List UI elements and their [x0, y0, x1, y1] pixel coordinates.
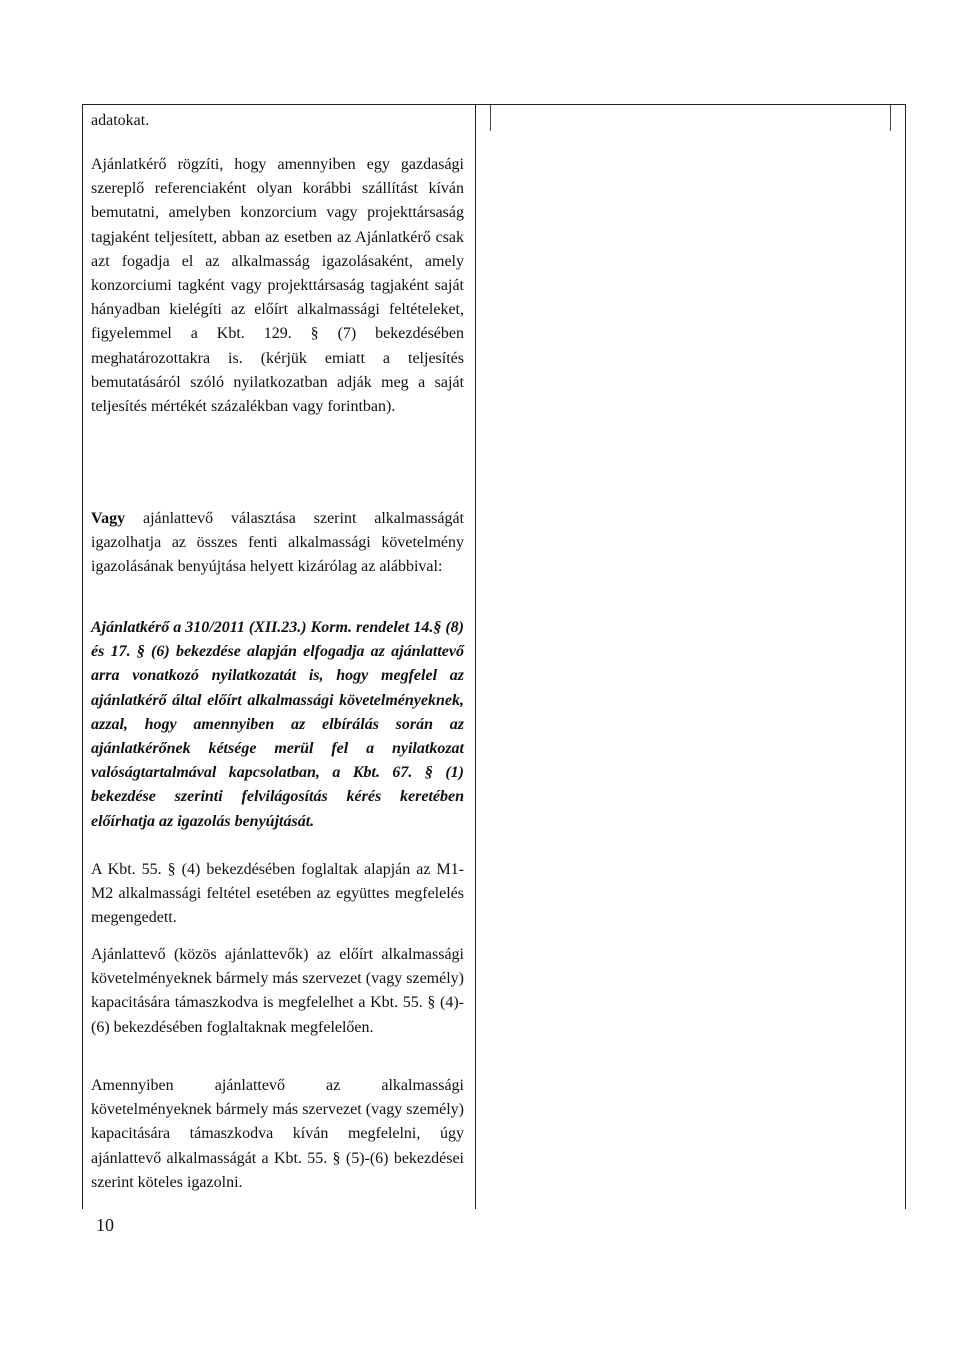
paragraph-capacity-proof: Amennyiben ajánlattevő az alkalmassági követelményeknek bármely más szervezet (vagy személy) kapacitására támaszkodva kíván megfelelni, úgy ajánlattevő alkalmasságát a Kbt. 55. § (5)-(6) bekezdései szerint köteles igazolni.	[91, 1077, 464, 1191]
table-right-column	[476, 105, 905, 131]
requirements-table	[82, 104, 906, 1209]
continued-text-line: adatokat.	[91, 112, 150, 129]
paragraph-reference-consortium: Ajánlatkérő rögzíti, hogy amennyiben egy gazdasági szereplő referenciaként olyan korábbi szállítást kíván bemutatni, amelyben konzorcium vagy projekttársaság tagjaként teljesített, abban az esetben az Ajánlatkérő csak azt fogadja el az alkalmasság igazolásaként, amely konzorciumi tagként vagy projekttársaság tagjaként saját hányadban kielégíti az előírt alkalmassági feltételeket, figyelemmel a Kbt. 129. § (7) bekezdésében meghatározottakra is. (kérjük emiatt a teljesítés bemutatásáról szóló nyilatkozatban adják meg a saját teljesítés mértékét százalékban vagy forintban).	[91, 156, 464, 416]
table-left-column	[83, 105, 476, 1209]
paragraph-alternative-option	[91, 507, 464, 580]
paragraph-joint-compliance: A Kbt. 55. § (4) bekezdésében foglaltak alapján az M1-M2 alkalmassági feltétel esetében az együttes megfelelés megengedett.	[91, 861, 464, 927]
lead-word-vagy: Vagy	[91, 510, 126, 527]
page-number: 10	[96, 1215, 114, 1235]
paragraph-capacity-reliance: Ajánlattevő (közös ajánlattevők) az előírt alkalmassági követelményeknek bármely más szervezet (vagy személy) kapacitására támaszkodva is megfelelhet a Kbt. 55. § (4)-(6) bekezdésében foglaltaknak megfelelően.	[91, 946, 464, 1036]
right-column-inner-frame	[490, 105, 891, 131]
paragraph-declaration-acceptance: Ajánlatkérő a 310/2011 (XII.23.) Korm. rendelet 14.§ (8) és 17. § (6) bekezdése alapján elfogadja az ajánlattevő arra vonatkozó nyilatkozatát is, hogy megfelel az ajánlatkérő által előírt alkalmassági követelményeknek, azzal, hogy amennyiben az elbírálás során az ajánlatkérőnek kétsége merül fel a nyilatkozat valóságtartalmával kapcsolatban, a Kbt. 67. § (1) bekezdése szerinti felvilágosítás kérés keretében előírhatja az igazolás benyújtását.	[91, 619, 464, 830]
paragraph-alternative-option-text: ajánlattevő választása szerint alkalmasságát igazolhatja az összes fenti alkalmassági követelmény igazolásának benyújtása helyett kizárólag az alábbival:	[91, 510, 464, 576]
